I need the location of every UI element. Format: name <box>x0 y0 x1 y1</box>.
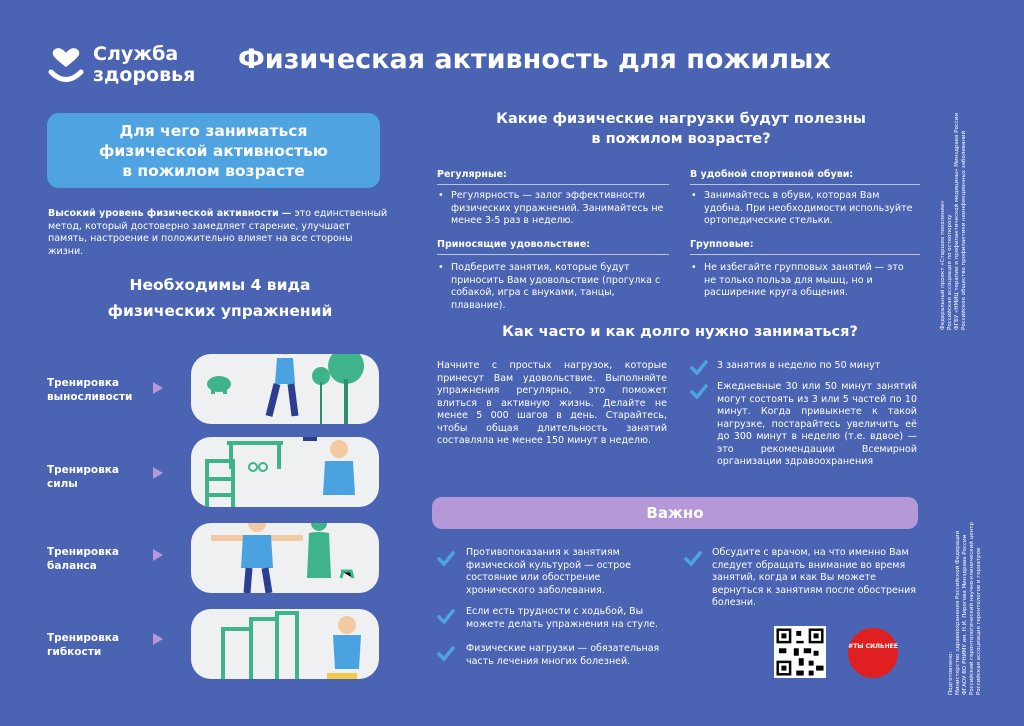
stretching-man-icon <box>191 609 379 679</box>
shoes-heading: В удобной спортивной обуви: <box>690 167 920 185</box>
exercise-image-flexibility <box>191 609 379 679</box>
exercise-image-endurance <box>191 354 379 424</box>
why-paragraph <box>48 208 388 258</box>
badge-ty-silnee: #ТЫ СИЛЬНЕЕ <box>848 628 898 678</box>
check-icon <box>690 360 708 376</box>
group-heading: Групповые: <box>690 237 920 255</box>
qr-code-icon[interactable] <box>774 626 826 678</box>
logo-text <box>93 44 195 86</box>
check-text-1: 3 занятия в неделю по 50 минут <box>717 360 881 371</box>
logo-line-2: здоровья <box>93 64 196 86</box>
check-icon <box>690 384 708 400</box>
exercise-label-line-1: Тренировка <box>47 546 119 558</box>
group-text: • Не избегайте групповых занятий — это не только польза для мышц, но и расширение круга общения. <box>704 262 918 300</box>
exercise-label-balance <box>47 545 119 573</box>
walking-man-icon <box>191 354 379 424</box>
shoes-text: • Занимайтесь в обуви, которая Вам удобна. При необходимости используйте ортопедические стельки. <box>704 190 918 228</box>
balancing-man-icon <box>191 523 379 593</box>
side-credits-1: Федеральный проект «Старшее поколение» Российская ассоциация по остеопорозу ФГБУ «НМИЦ терапии и профилактической медицины» Минздрава России Российское общество профилактики неинфекционных заболеваний <box>940 112 967 330</box>
exercise-label-flexibility <box>47 631 119 659</box>
loads-title-line-1: Какие физические нагрузки будут полезны <box>496 111 866 127</box>
how-often-title: Как часто и как долго нужно заниматься? <box>502 324 858 340</box>
heart-smile-logo-icon <box>48 47 84 85</box>
important-heading: Важно <box>432 497 918 529</box>
check-icon <box>437 551 455 567</box>
why-bold: Высокий уровень физической активности — <box>48 208 292 219</box>
play-arrow-icon <box>152 632 164 646</box>
joy-text: • Подберите занятия, которые будут приносить Вам удовольствие (прогулка с собакой, игра с внуками, танцы, плавание). <box>451 262 667 312</box>
exercise-image-strength <box>191 437 379 507</box>
need-4-line-1: Необходимы 4 вида <box>129 276 311 294</box>
important-text-3: Физические нагрузки — обязательная часть лечения многих болезней. <box>466 643 660 667</box>
logo-line-1: Служба <box>93 43 179 65</box>
why-rest: это единственный метод, который достоверно замедляет старение, улучшает память, настроение и положительно влияет на все стороны жизни. <box>48 208 388 257</box>
check-icon <box>437 646 455 662</box>
need-4-title <box>100 272 340 324</box>
exercise-label-line-2: баланса <box>47 560 97 572</box>
why-box-line-3: в пожилом возрасте <box>122 162 305 180</box>
loads-title-line-2: в пожилом возрасте? <box>591 131 771 147</box>
regular-text: • Регулярность — залог эффективности физических упражнений. Занимайтесь не менее 3-5 раз в неделю. <box>451 190 667 228</box>
important-text-2: Если есть трудности с ходьбой, Вы можете делать упражнения на стуле. <box>466 606 659 630</box>
play-arrow-icon <box>152 466 164 480</box>
exercise-label-strength <box>47 463 119 491</box>
play-arrow-icon <box>152 548 164 562</box>
need-4-line-2: физических упражнений <box>107 302 333 320</box>
exercise-label-line-2: силы <box>47 478 78 490</box>
exercise-label-line-1: Тренировка <box>47 464 119 476</box>
regular-heading: Регулярные: <box>437 167 669 185</box>
exercise-label-line-2: выносливости <box>47 391 133 403</box>
check-icon <box>684 551 702 567</box>
why-box <box>47 113 380 188</box>
why-box-line-2: физической активностью <box>99 142 328 160</box>
important-text-1: Противопоказания к занятиям физической культурой — острое состояние или обострение хронического заболевания. <box>466 547 631 596</box>
exercise-label-endurance <box>47 376 132 404</box>
exercise-image-balance <box>191 523 379 593</box>
important-text-right: Обсудите с врачом, на что именно Вам следует обращать внимание во время занятий, когда и как Вы можете вернуться к занятиям после обострения болезни. <box>712 547 916 608</box>
check-text-2: Ежедневные 30 или 50 минут занятий могут состоять из 3 или 5 частей по 10 минут. Когда привыкнете к такой нагрузке, постарайтесь увеличить её до 300 минут в неделю (т.е. вдвое) — это рекомендации Всемирной организации здравоохранения <box>717 381 917 467</box>
check-icon <box>437 609 455 625</box>
play-arrow-icon <box>152 381 164 395</box>
page-title: Физическая активность для пожилых <box>238 44 831 75</box>
why-box-line-1: Для чего заниматься <box>119 122 308 140</box>
dumbbell-man-icon <box>191 437 379 507</box>
exercise-label-line-1: Тренировка <box>47 377 119 389</box>
exercise-label-line-1: Тренировка <box>47 632 119 644</box>
joy-heading: Приносящие удовольствие: <box>437 237 669 255</box>
exercise-label-line-2: гибкости <box>47 646 102 658</box>
side-credits-2: Подготовлено: Министерство здравоохранения Российской Федерации ФГАОУ ВО РНИМУ им. Н.И. Пирогова Минздрава России Российский геронтологический научно-клинический центр Российская ассоциация геронтологов и гериатров <box>948 522 982 695</box>
how-often-paragraph: Начните с простых нагрузок, которые принесут Вам удовольствие. Выполняйте упражнения регулярно, это поможет влиться в активную жизнь. Делайте не менее 5 000 шагов в день. Старайтесь, чтобы общая длительность занятий составляла не менее 150 минут в неделю. <box>437 360 667 446</box>
loads-title <box>496 109 866 149</box>
